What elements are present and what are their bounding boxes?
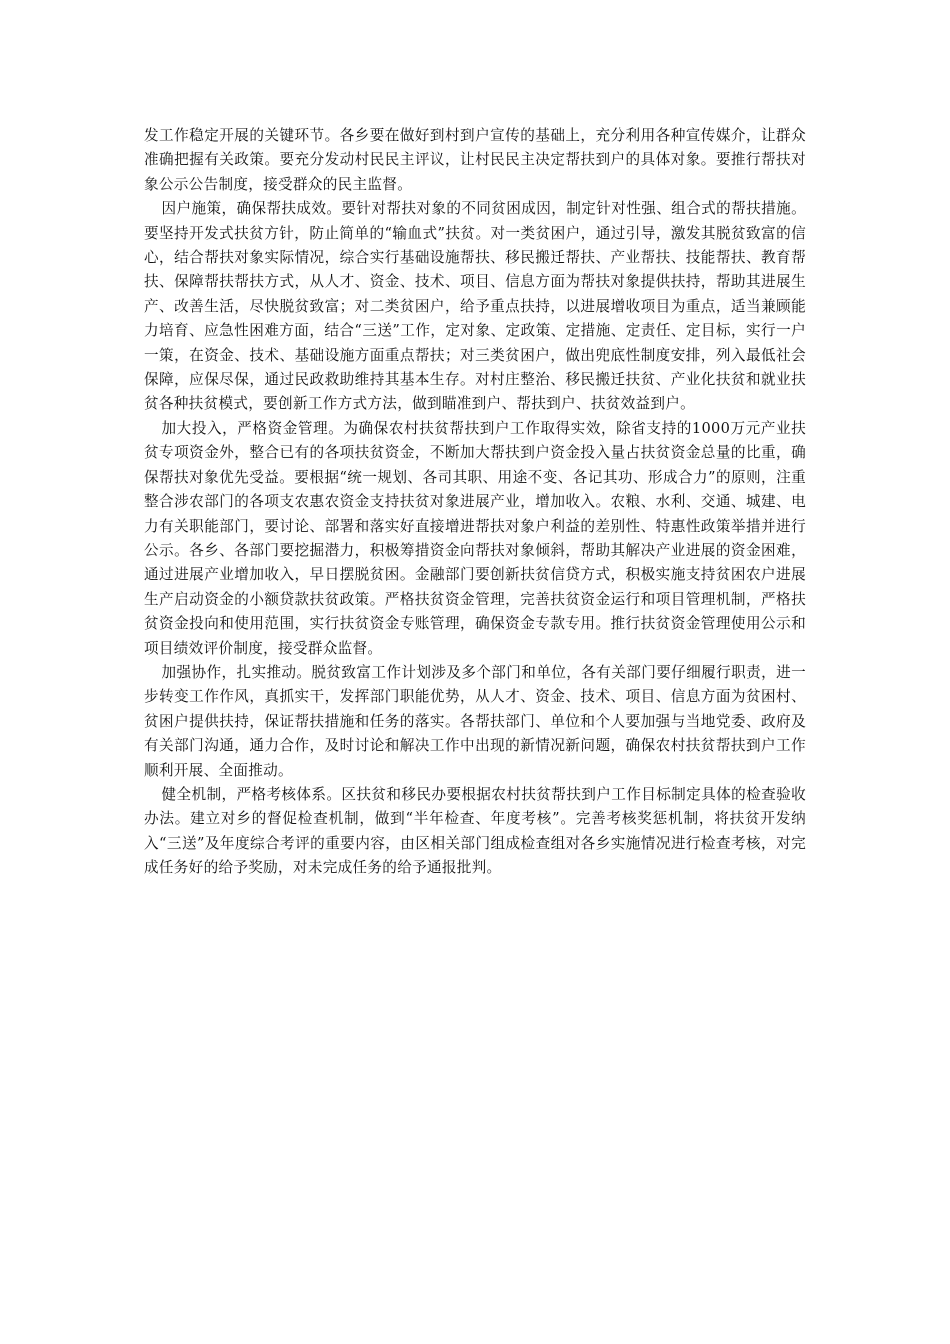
paragraph-funding-management: 加大投入，严格资金管理。为确保农村扶贫帮扶到户工作取得实效，除省支持的1000万元产业扶贫专项资金外，整合已有的各项扶贫资金，不断加大帮扶到户资金投入量占扶贫资金总量的比重，确保帮扶对象优先受益。要根据“统一规划、各司其职、用途不变、各记其功、形成合力”的原则，注重整合涉农部门的各项支农惠农资金支持扶贫对象进展产业，增加收入。农粮、水利、交通、城建、电力有关职能部门，要讨论、部署和落实好直接增进帮扶对象户利益的差别性、特惠性政策举措并进行公示。各乡、各部门要挖掘潜力，积极筹措资金向帮扶对象倾斜，帮助其解决产业进展的资金困难，通过进展产业增加收入，早日摆脱贫困。金融部门要创新扶贫信贷方式，积极实施支持贫困农户进展生产启动资金的小额贷款扶贫政策。严格扶贫资金管理，完善扶贫资金运行和项目管理机制，严格扶贫资金投向和使用范围，实行扶贫资金专账管理，确保资金专款专用。推行扶贫资金管理使用公示和项目绩效评价制度，接受群众监督。 xyxy=(144,419,806,657)
paragraph-continuation: 发工作稳定开展的关键环节。各乡要在做好到村到户宣传的基础上，充分利用各种宣传媒介，让群众准确把握有关政策。要充分发动村民民主评议，让村民民主决定帮扶到户的具体对象。要推行帮扶对象公示公告制度，接受群众的民主监督。 xyxy=(144,127,806,193)
document-page xyxy=(144,124,806,881)
paragraph-targeted-measures: 因户施策，确保帮扶成效。要针对帮扶对象的不同贫困成因，制定针对性强、组合式的帮扶措施。要坚持开发式扶贫方针，防止简单的“输血式”扶贫。对一类贫困户，通过引导，激发其脱贫致富的信心，结合帮扶对象实际情况，综合实行基础设施帮扶、移民搬迁帮扶、产业帮扶、技能帮扶、教育帮扶、保障帮扶帮扶方式，从人才、资金、技术、项目、信息方面为帮扶对象提供扶持，帮助其进展生产、改善生活，尽快脱贫致富；对二类贫困户，给予重点扶持，以进展增收项目为重点，适当兼顾能力培育、应急性困难方面，结合“三送”工作，定对象、定政策、定措施、定责任、定目标，实行一户一策，在资金、技术、基础设施方面重点帮扶；对三类贫困户，做出兜底性制度安排，列入最低社会保障，应保尽保，通过民政救助维持其基本生存。对村庄整治、移民搬迁扶贫、产业化扶贫和就业扶贫各种扶贫模式，要创新工作方式方法，做到瞄准到户、帮扶到户、扶贫效益到户。 xyxy=(144,200,806,413)
paragraph-coordination: 加强协作，扎实推动。脱贫致富工作计划涉及多个部门和单位，各有关部门要仔细履行职责，进一步转变工作作风，真抓实干，发挥部门职能优势，从人才、资金、技术、项目、信息方面为贫困村、贫困户提供扶持，保证帮扶措施和任务的落实。各帮扶部门、单位和个人要加强与当地党委、政府及有关部门沟通，通力合作，及时讨论和解决工作中出现的新情况新问题，确保农村扶贫帮扶到户工作顺利开展、全面推动。 xyxy=(144,663,806,779)
paragraph-assessment-system: 健全机制，严格考核体系。区扶贫和移民办要根据农村扶贫帮扶到户工作目标制定具体的检查验收办法。建立对乡的督促检查机制，做到“半年检查、年度考核”。完善考核奖惩机制，将扶贫开发纳入“三送”及年度综合考评的重要内容，由区相关部门组成检查组对各乡实施情况进行检查考核，对完成任务好的给予奖励，对未完成任务的给予通报批判。 xyxy=(144,785,806,877)
